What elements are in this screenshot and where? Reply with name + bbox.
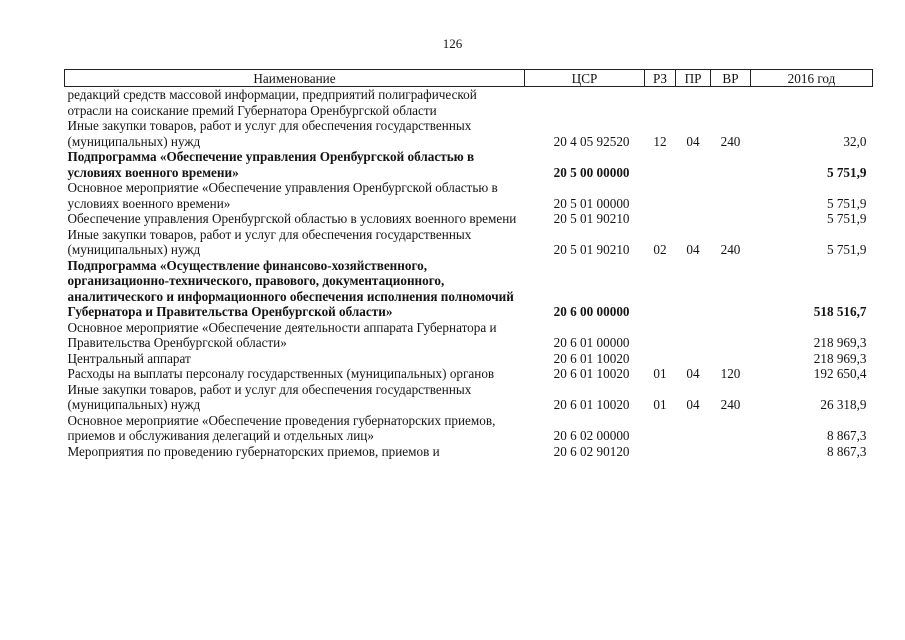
cell-rz: 12 <box>653 133 667 149</box>
cell-pr: 04 <box>686 397 700 412</box>
cell-pr: 04 <box>686 366 700 381</box>
header-csr: ЦСР <box>525 70 645 87</box>
cell-sum: 192 650,4 <box>813 366 867 381</box>
cell-csr: 20 4 05 92520 <box>553 133 630 149</box>
cell-csr: 20 6 00 00000 <box>553 304 630 319</box>
table-row <box>65 149 873 180</box>
header-name: Наименование <box>65 70 525 87</box>
cell-vr <box>711 180 751 211</box>
cell-name: Расходы на выплаты персоналу государственных (муниципальных) органов <box>67 366 495 381</box>
cell-csr: 20 5 01 90210 <box>553 211 630 226</box>
cell-vr: 240 <box>720 242 741 257</box>
cell-sum: 8 867,3 <box>826 443 867 459</box>
cell-name: Основное мероприятие «Обеспечение управления Оренбургской областью в условиях военного времени» <box>67 180 498 211</box>
cell-csr: 20 6 01 10020 <box>553 397 630 412</box>
cell-sum: 32,0 <box>843 133 867 149</box>
table-row <box>65 382 873 413</box>
cell-vr: 120 <box>720 366 741 381</box>
cell-vr <box>711 258 751 320</box>
cell-csr: 20 6 02 90120 <box>553 443 630 459</box>
header-sum: 2016 год <box>751 70 873 87</box>
header-rz: РЗ <box>645 70 676 87</box>
cell-pr <box>676 87 711 119</box>
cell-sum: 8 867,3 <box>826 428 867 443</box>
cell-pr <box>676 258 711 320</box>
header-pr: ПР <box>676 70 711 87</box>
table-row <box>65 366 873 382</box>
cell-sum: 518 516,7 <box>813 304 867 319</box>
cell-sum: 218 969,3 <box>813 350 867 366</box>
cell-pr <box>676 149 711 180</box>
cell-rz <box>645 351 676 367</box>
table-header-row <box>65 70 873 87</box>
table-row <box>65 413 873 444</box>
cell-rz <box>645 320 676 351</box>
cell-sum: 5 751,9 <box>826 195 867 211</box>
table-row <box>65 180 873 211</box>
cell-vr <box>711 413 751 444</box>
table-row <box>65 227 873 258</box>
cell-vr <box>711 87 751 119</box>
cell-csr: 20 5 01 90210 <box>553 242 630 257</box>
cell-vr: 240 <box>720 133 741 149</box>
cell-rz <box>645 444 676 460</box>
cell-vr <box>711 211 751 227</box>
cell-rz <box>645 87 676 119</box>
table-row <box>65 87 873 119</box>
cell-name: Основное мероприятие «Обеспечение проведения губернаторских приемов, приемов и обслуживания делегаций и отдельных лиц» <box>67 412 496 443</box>
cell-csr <box>525 87 645 119</box>
cell-csr: 20 6 02 00000 <box>553 428 630 443</box>
cell-vr <box>711 351 751 367</box>
cell-rz: 01 <box>653 366 667 381</box>
cell-pr <box>676 211 711 227</box>
cell-sum: 5 751,9 <box>826 242 867 257</box>
cell-name: Иные закупки товаров, работ и услуг для обеспечения государственных (муниципальных) нужд <box>67 118 472 149</box>
cell-vr <box>711 444 751 460</box>
cell-pr <box>676 444 711 460</box>
cell-vr: 240 <box>720 397 741 412</box>
header-vr: ВР <box>711 70 751 87</box>
cell-pr <box>676 180 711 211</box>
cell-sum <box>751 87 873 119</box>
cell-name: Подпрограмма «Обеспечение управления Оренбургской областью в условиях военного времени» <box>67 149 475 180</box>
cell-sum: 26 318,9 <box>820 397 867 412</box>
cell-csr: 20 6 01 10020 <box>553 366 630 381</box>
cell-pr: 04 <box>686 133 700 149</box>
cell-name: редакций средств массовой информации, предприятий полиграфической отрасли на соискание премий Губернатора Оренбургской области <box>67 87 477 118</box>
page-number: 126 <box>442 36 463 51</box>
cell-rz: 02 <box>653 242 667 257</box>
cell-vr <box>711 149 751 180</box>
cell-rz: 01 <box>653 397 667 412</box>
cell-csr: 20 5 01 00000 <box>553 195 630 211</box>
cell-vr <box>711 320 751 351</box>
cell-csr: 20 5 00 00000 <box>553 164 630 180</box>
cell-name: Подпрограмма «Осуществление финансово-хозяйственного, организационно-технического, правового, документационного, аналитического и информационного обеспечения исполнения полномочий Губернатора и Правительства Оренбургской области» <box>67 257 514 319</box>
cell-name: Основное мероприятие «Обеспечение деятельности аппарата Губернатора и Правительства Оренбургской области» <box>67 319 497 350</box>
cell-csr: 20 6 01 10020 <box>553 350 630 366</box>
cell-name: Центральный аппарат <box>67 350 191 366</box>
cell-name: Обеспечение управления Оренбургской областью в условиях военного времени <box>67 211 517 226</box>
budget-table <box>64 69 873 459</box>
cell-rz <box>645 180 676 211</box>
cell-pr <box>676 351 711 367</box>
cell-sum: 5 751,9 <box>826 164 867 180</box>
cell-rz <box>645 149 676 180</box>
cell-name: Мероприятия по проведению губернаторских приемов, приемов и <box>67 443 440 459</box>
cell-pr <box>676 320 711 351</box>
cell-rz <box>645 413 676 444</box>
cell-csr: 20 6 01 00000 <box>553 335 630 350</box>
cell-rz <box>645 211 676 227</box>
cell-name: Иные закупки товаров, работ и услуг для обеспечения государственных (муниципальных) нужд <box>67 381 472 412</box>
table-row <box>65 118 873 149</box>
table-row <box>65 320 873 351</box>
table-row <box>65 211 873 227</box>
table-row <box>65 351 873 367</box>
table-row <box>65 444 873 460</box>
cell-pr: 04 <box>686 242 700 257</box>
table-row <box>65 258 873 320</box>
cell-pr <box>676 413 711 444</box>
cell-name: Иные закупки товаров, работ и услуг для обеспечения государственных (муниципальных) нужд <box>67 226 472 257</box>
cell-sum: 5 751,9 <box>826 211 867 226</box>
cell-sum: 218 969,3 <box>813 335 867 350</box>
cell-rz <box>645 258 676 320</box>
